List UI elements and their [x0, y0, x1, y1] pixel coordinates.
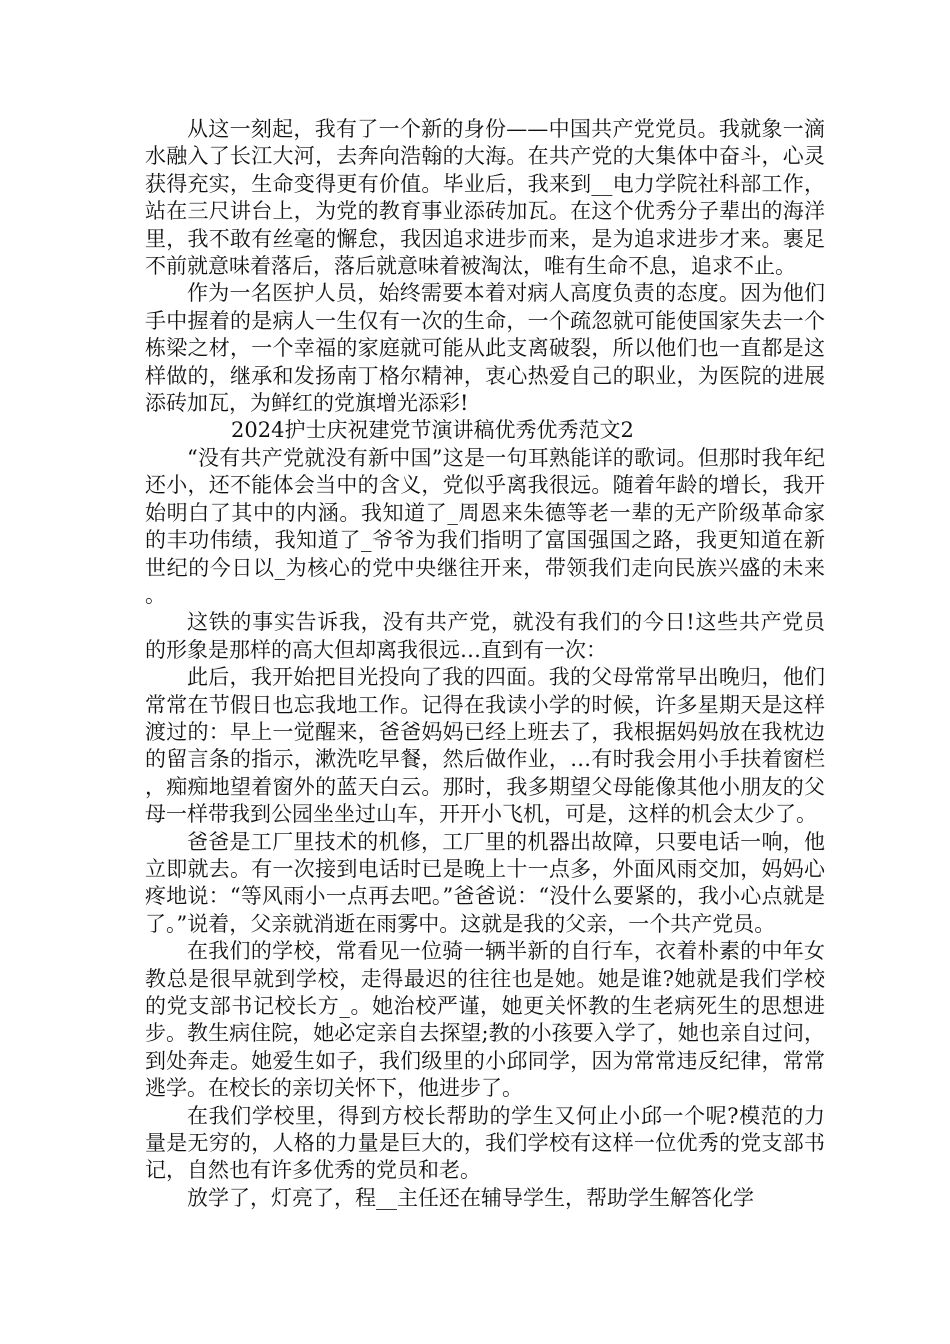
paragraph-parents: 此后，我开始把目光投向了我的四面。我的父母常常早出晚归，他们常常在节假日也忘我地工作。记得在我读小学的时候，许多星期天是这样渡过的：早上一觉醒来，爸爸妈妈已经上班去了，我根据妈妈放在我枕边的留言条的指示，漱洗吃早餐，然后做作业，…有时我会用小手扶着窗栏，痴痴地望着窗外的蓝天白云。那时，我多期望父母能像其他小朋友的父母一样带我到公园坐坐过山车，开开小飞机，可是，这样的机会太少了。	[145, 665, 825, 827]
paragraph-new-identity: 从这一刻起，我有了一个新的身份——中国共产党党员。我就象一滴水融入了长江大河，去奔向浩翰的大海。在共产党的大集体中奋斗，心灵获得充实，生命变得更有价值。毕业后，我来到__电力学院社科部工作，站在三尺讲台上，为党的教育事业添砖加瓦。在这个优秀分子辈出的海洋里，我不敢有丝毫的懈怠，我因追求进步而来，是为追求进步才来。裹足不前就意味着落后，落后就意味着被淘汰，唯有生命不息，追求不止。	[145, 117, 825, 279]
paragraph-iron-fact: 这铁的事实告诉我，没有共产党，就没有我们的今日!这些共产党员的形象是那样的高大但却离我很远…直到有一次：	[145, 610, 825, 662]
paragraph-medical-staff: 作为一名医护人员，始终需要本着对病人高度负责的态度。因为他们手中握着的是病人一生仅有一次的生命，一个疏忽就可能使国家失去一个栋梁之材，一个幸福的家庭就可能从此支离破裂，所以他们也一直都是这样做的，继承和发扬南丁格尔精神，衷心热爱自己的职业，为医院的进展添砖加瓦，为鲜红的党旗增光添彩!	[145, 281, 825, 416]
section-heading: 2024护士庆祝建党节演讲稿优秀优秀范文2	[231, 418, 634, 443]
document-body	[145, 116, 825, 1212]
paragraph-principal: 在我们的学校，常看见一位骑一辆半新的自行车，衣着朴素的中年女教总是很早就到学校，走得最迟的往往也是她。她是谁?她就是我们学校的党支部书记校长方_。她治校严谨，她更关怀教的生老病死生的思想进步。教生病住院，她必定亲自去探望;教的小孩要入学了，她也亲自过问，到处奔走。她爱生如子，我们级里的小邱同学，因为常常违反纪律，常常逃学。在校长的亲切关怀下，他进步了。	[145, 939, 825, 1101]
paragraph-no-party-no-china: “没有共产党就没有新中国”这是一句耳熟能详的歌词。但那时我年纪还小，还不能体会当中的含义，党似乎离我很远。随着年龄的增长，我开始明白了其中的内涵。我知道了_周恩来朱德等老一辈的无产阶级革命家的丰功伟绩，我知道了_爷爷为我们指明了富国强国之路，我更知道在新世纪的今日以_为核心的党中央继往开来，带领我们走向民族兴盛的未来。	[145, 445, 825, 607]
paragraph-father: 爸爸是工厂里技术的机修，工厂里的机器出故障，只要电话一响，他立即就去。有一次接到电话时已是晚上十一点多，外面风雨交加，妈妈心疼地说：“等风雨小一点再去吧。”爸爸说：“没什么要紧的，我小心点就是了。”说着，父亲就消逝在雨雾中。这就是我的父亲，一个共产党员。	[145, 829, 825, 936]
paragraph-role-model: 在我们学校里，得到方校长帮助的学生又何止小邱一个呢?模范的力量是无穷的，人格的力量是巨大的，我们学校有这样一位优秀的党支部书记，自然也有许多优秀的党员和老。	[145, 1103, 825, 1183]
paragraph-after-school: 放学了，灯亮了，程__主任还在辅导学生，帮助学生解答化学	[187, 1185, 754, 1210]
